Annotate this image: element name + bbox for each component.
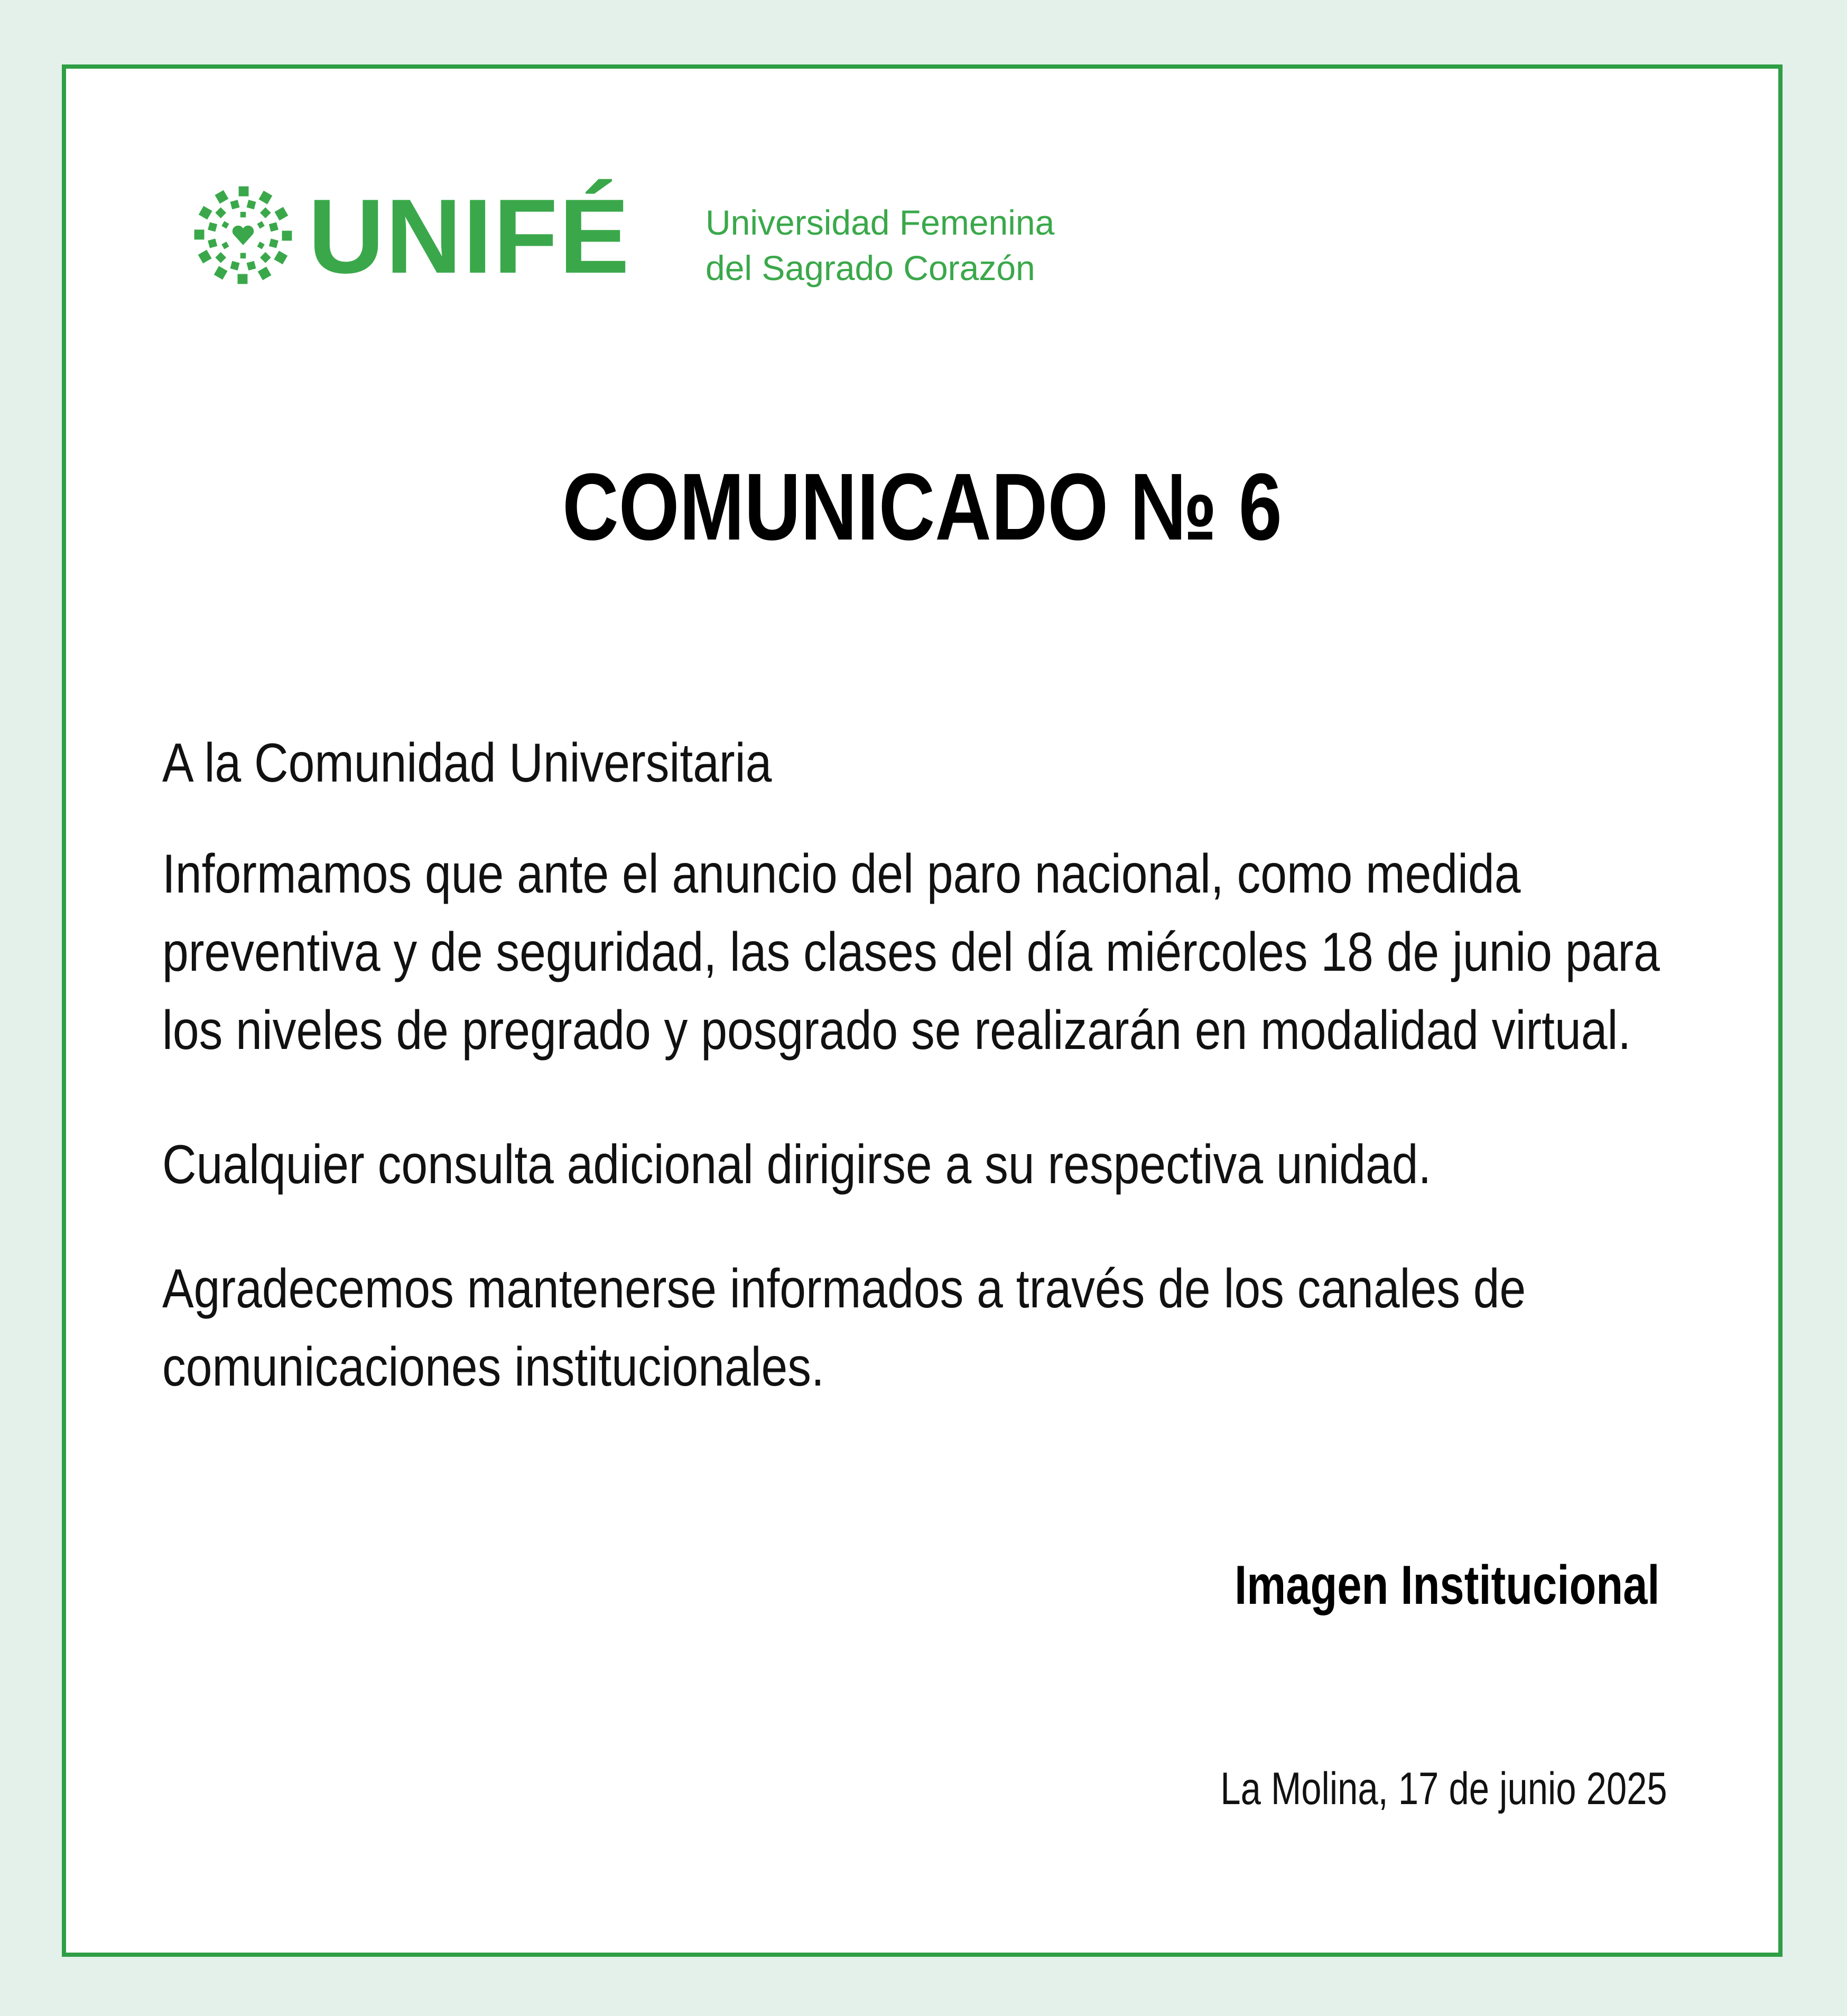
paragraph-announcement: Informamos que ante el anuncio del paro nacional, como medida preventiva y de seguridad, las clases del día miércoles 18 de junio para los niveles de pregrado y posgrado se realizarán en modalidad virtual. [162, 843, 1660, 1061]
greeting-text: A la Comunidad Universitaria [162, 732, 772, 794]
university-logo [188, 180, 1086, 301]
paragraph-thanks: Agradecemos mantenerse informados a través de los canales de comunicaciones institucionales. [162, 1258, 1526, 1398]
paragraph-contact: Cualquier consulta adicional dirigirse a su respectiva unidad. [162, 1134, 1432, 1195]
heart-emblem-icon [188, 180, 299, 291]
logo-tagline-line1: Universidad Femenina [706, 203, 1055, 242]
logo-tagline-line2: del Sagrado Corazón [706, 248, 1035, 287]
logo-wordmark: UNIFÉ [308, 178, 630, 295]
page-title: COMUNICADO № 6 [562, 454, 1282, 560]
logo-tagline [706, 200, 1054, 291]
place-date: La Molina, 17 de junio 2025 [1220, 1763, 1667, 1814]
announcement-card [62, 64, 1783, 1957]
signature: Imagen Institucional [1234, 1555, 1659, 1616]
